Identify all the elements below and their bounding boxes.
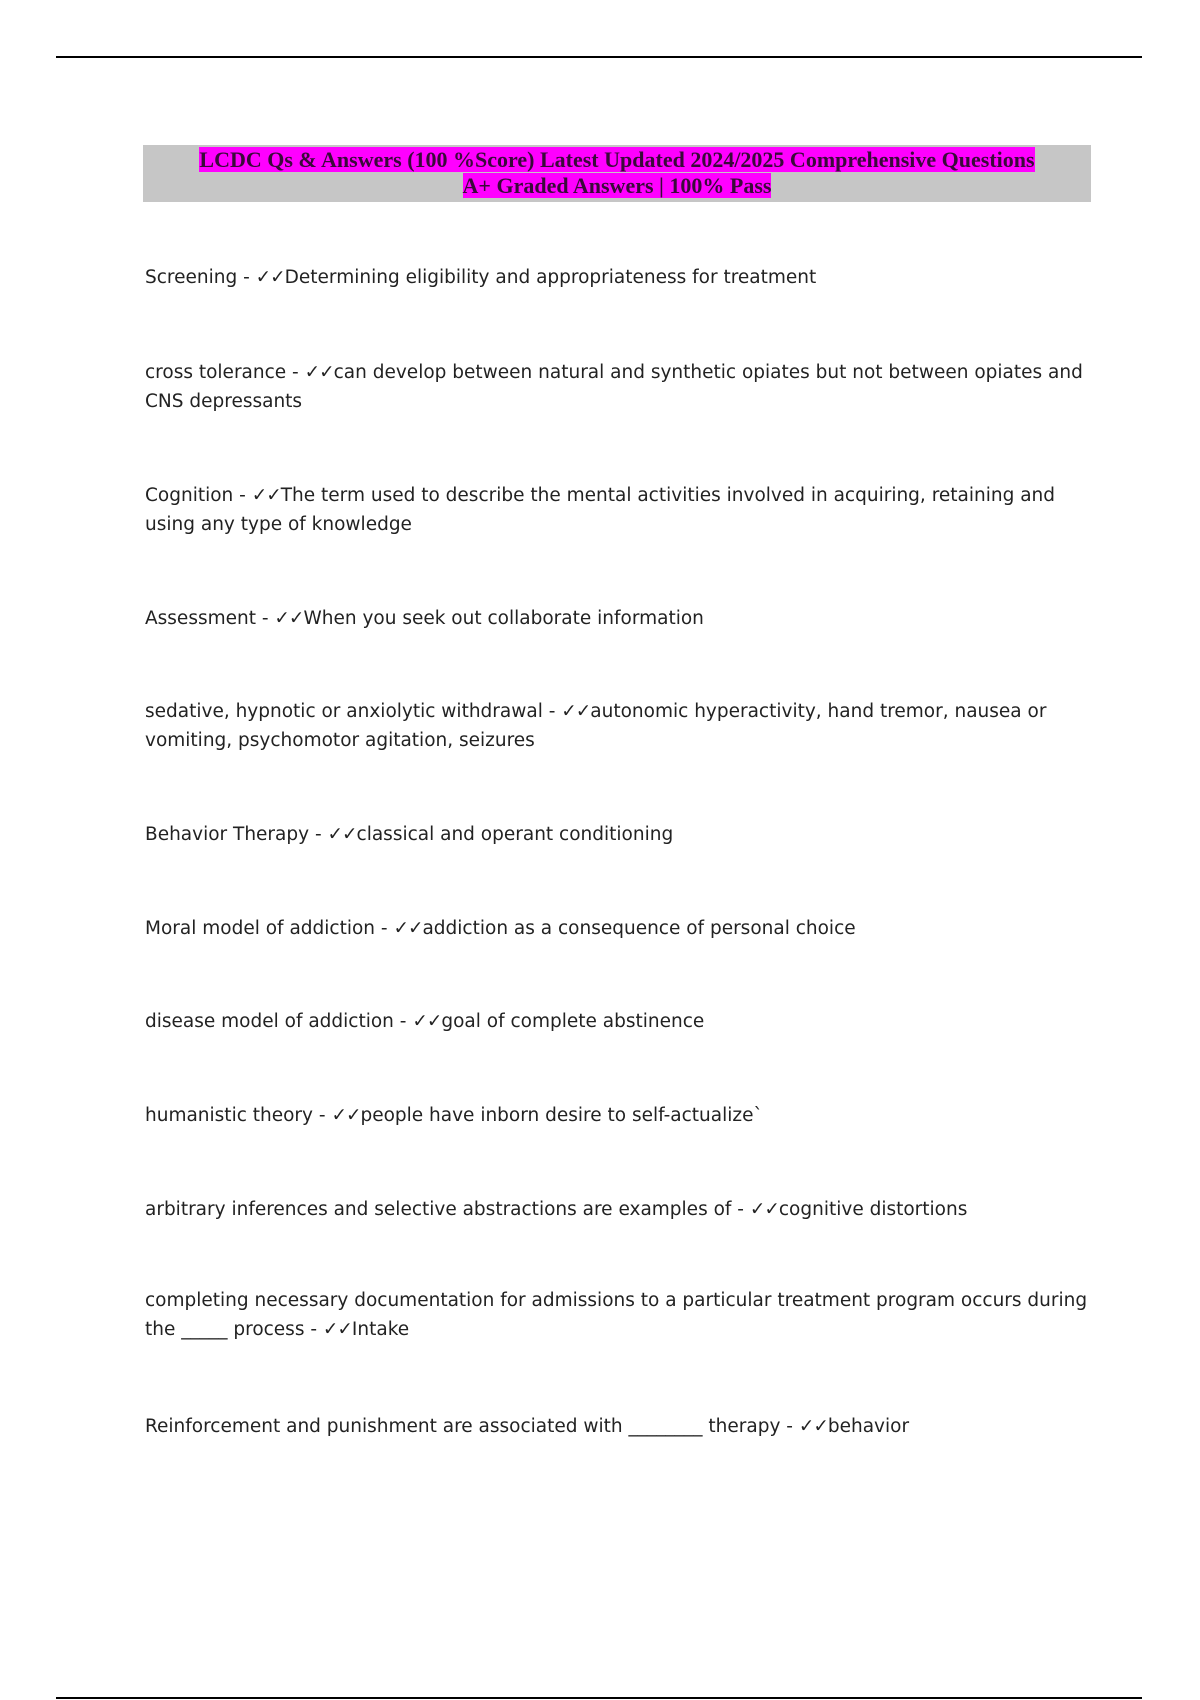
qa-answer: The term used to describe the mental activities involved in acquiring, retaining and using any type of knowledge [145, 485, 1056, 535]
qa-answer: behavior [827, 1416, 910, 1437]
check-mark-icon: ✓✓ [251, 485, 281, 506]
qa-term: humanistic theory [145, 1105, 313, 1126]
qa-answer: people have inborn desire to self-actualize` [360, 1105, 763, 1126]
qa-term: Cognition [145, 485, 234, 506]
check-mark-icon: ✓✓ [393, 918, 423, 939]
qa-item: Reinforcement and punishment are associated with ________ therapy - ✓✓behavior [145, 1416, 910, 1437]
check-mark-icon: ✓✓ [274, 608, 304, 629]
check-mark-icon: ✓✓ [561, 701, 591, 722]
check-mark-icon: ✓✓ [327, 824, 357, 845]
qa-answer: can develop between natural and synthetic opiates but not between opiates and CNS depressants [145, 362, 1083, 412]
qa-term: arbitrary inferences and selective abstractions are examples of [145, 1199, 732, 1220]
qa-item: Behavior Therapy - ✓✓classical and operant conditioning [145, 824, 674, 845]
header-rule [56, 56, 1142, 58]
qa-item: Screening - ✓✓Determining eligibility and appropriateness for treatment [145, 267, 817, 288]
qa-answer: cognitive distortions [778, 1199, 968, 1220]
qa-answer: addiction as a consequence of personal choice [422, 918, 856, 939]
check-mark-icon: ✓✓ [331, 1105, 361, 1126]
check-mark-icon: ✓✓ [304, 362, 334, 383]
qa-answer: classical and operant conditioning [356, 824, 674, 845]
qa-answer: Determining eligibility and appropriateness for treatment [284, 267, 817, 288]
check-mark-icon: ✓✓ [412, 1011, 442, 1032]
qa-item: disease model of addiction - ✓✓goal of complete abstinence [145, 1011, 705, 1032]
check-mark-icon: ✓✓ [749, 1199, 779, 1220]
qa-term: sedative, hypnotic or anxiolytic withdrawal [145, 701, 543, 722]
qa-term: Behavior Therapy [145, 824, 310, 845]
check-mark-icon: ✓✓ [322, 1319, 352, 1340]
qa-term: Screening [145, 267, 238, 288]
qa-term: disease model of addiction [145, 1011, 394, 1032]
qa-answer: goal of complete abstinence [441, 1011, 705, 1032]
qa-item: Moral model of addiction - ✓✓addiction as a consequence of personal choice [145, 918, 856, 939]
qa-term: Assessment [145, 608, 256, 629]
qa-item: Assessment - ✓✓When you seek out collaborate information [145, 608, 704, 629]
qa-item: completing necessary documentation for admissions to a particular treatment program occurs during the _____ process - ✓✓Intake [145, 1290, 1088, 1340]
qa-answer: When you seek out collaborate information [303, 608, 704, 629]
check-mark-icon: ✓✓ [255, 267, 285, 288]
check-mark-icon: ✓✓ [798, 1416, 828, 1437]
qa-item: humanistic theory - ✓✓people have inborn desire to self-actualize` [145, 1105, 763, 1126]
qa-item: Cognition - ✓✓The term used to describe the mental activities involved in acquiring, retaining and using any type of knowledge [145, 485, 1056, 535]
qa-term: Moral model of addiction [145, 918, 376, 939]
qa-term: Reinforcement and punishment are associated with ________ therapy [145, 1416, 781, 1437]
document-title [143, 145, 1091, 202]
qa-answer: autonomic hyperactivity, hand tremor, nausea or vomiting, psychomotor agitation, seizures [145, 701, 1047, 751]
qa-term: cross tolerance [145, 362, 287, 383]
footer-rule [56, 1697, 1142, 1699]
qa-term: completing necessary documentation for admissions to a particular treatment program occurs during the _____ process [145, 1290, 1088, 1340]
qa-item: arbitrary inferences and selective abstractions are examples of - ✓✓cognitive distortions [145, 1199, 968, 1220]
qa-item: sedative, hypnotic or anxiolytic withdrawal - ✓✓autonomic hyperactivity, hand tremor, nausea or vomiting, psychomotor agitation, seizures [145, 701, 1047, 751]
qa-answer: Intake [351, 1319, 410, 1340]
qa-item: cross tolerance - ✓✓can develop between natural and synthetic opiates but not between opiates and CNS depressants [145, 362, 1083, 412]
title-line-1: LCDC Qs & Answers (100 %Score) Latest Updated 2024/2025 Comprehensive Questions [199, 147, 1035, 172]
title-line-2: A+ Graded Answers | 100% Pass [462, 173, 772, 198]
